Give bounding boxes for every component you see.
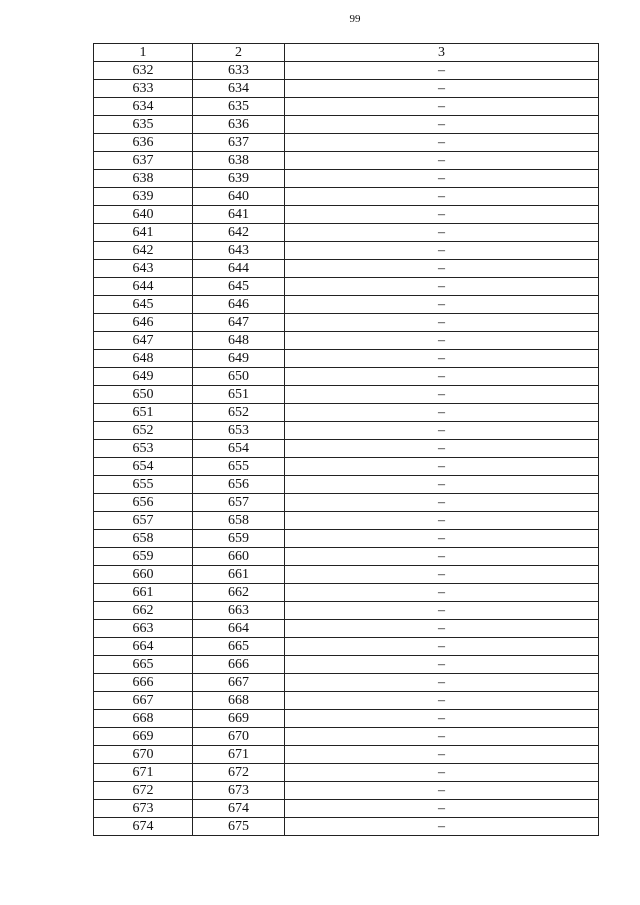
table-cell-col-2: 670 — [193, 728, 285, 746]
table-cell-col-1: 646 — [94, 314, 193, 332]
table-cell-col-3: – — [285, 800, 599, 818]
table-row — [94, 800, 599, 818]
table-cell-col-1: 634 — [94, 98, 193, 116]
table-cell-col-3: – — [285, 638, 599, 656]
table-cell-col-3: – — [285, 332, 599, 350]
table-row — [94, 512, 599, 530]
table-cell-col-1: 633 — [94, 80, 193, 98]
table-cell-col-1: 660 — [94, 566, 193, 584]
table-cell-col-2: 650 — [193, 368, 285, 386]
table-cell-col-3: – — [285, 746, 599, 764]
table-cell-col-2: 674 — [193, 800, 285, 818]
table-row — [94, 368, 599, 386]
table-cell-col-3: – — [285, 368, 599, 386]
table-cell-col-3: – — [285, 422, 599, 440]
table-cell-col-2: 659 — [193, 530, 285, 548]
table-cell-col-2: 645 — [193, 278, 285, 296]
table-cell-col-3: – — [285, 728, 599, 746]
table-cell-col-3: – — [285, 260, 599, 278]
table-cell-col-1: 668 — [94, 710, 193, 728]
table-cell-col-3: – — [285, 278, 599, 296]
table-cell-col-3: – — [285, 548, 599, 566]
table-cell-col-2: 665 — [193, 638, 285, 656]
table-cell-col-3: – — [285, 476, 599, 494]
table-cell-col-2: 673 — [193, 782, 285, 800]
table-row — [94, 296, 599, 314]
table-cell-col-3: – — [285, 692, 599, 710]
column-header-2: 2 — [193, 44, 285, 62]
table-cell-col-2: 667 — [193, 674, 285, 692]
table-row — [94, 476, 599, 494]
table-row — [94, 638, 599, 656]
table-header-row — [94, 44, 599, 62]
table-cell-col-1: 662 — [94, 602, 193, 620]
table-cell-col-2: 675 — [193, 818, 285, 836]
table-cell-col-3: – — [285, 458, 599, 476]
table-cell-col-2: 658 — [193, 512, 285, 530]
table-cell-col-2: 638 — [193, 152, 285, 170]
table-cell-col-1: 650 — [94, 386, 193, 404]
column-header-3: 3 — [285, 44, 599, 62]
table-row — [94, 422, 599, 440]
table-row — [94, 80, 599, 98]
table-cell-col-1: 672 — [94, 782, 193, 800]
table-cell-col-2: 654 — [193, 440, 285, 458]
table-cell-col-3: – — [285, 404, 599, 422]
table-row — [94, 746, 599, 764]
table-cell-col-3: – — [285, 494, 599, 512]
table-cell-col-3: – — [285, 152, 599, 170]
table-cell-col-1: 669 — [94, 728, 193, 746]
table-row — [94, 692, 599, 710]
table-cell-col-2: 636 — [193, 116, 285, 134]
table-row — [94, 62, 599, 80]
table-cell-col-2: 672 — [193, 764, 285, 782]
table-cell-col-1: 655 — [94, 476, 193, 494]
table-cell-col-2: 649 — [193, 350, 285, 368]
table-row — [94, 134, 599, 152]
table-row — [94, 98, 599, 116]
table-body — [94, 62, 599, 836]
table-row — [94, 458, 599, 476]
table-cell-col-2: 661 — [193, 566, 285, 584]
table-row — [94, 332, 599, 350]
table-cell-col-3: – — [285, 782, 599, 800]
table-cell-col-1: 651 — [94, 404, 193, 422]
table-row — [94, 170, 599, 188]
table-cell-col-1: 653 — [94, 440, 193, 458]
table-cell-col-1: 636 — [94, 134, 193, 152]
table-cell-col-2: 656 — [193, 476, 285, 494]
table-cell-col-3: – — [285, 602, 599, 620]
table-cell-col-2: 643 — [193, 242, 285, 260]
table-cell-col-3: – — [285, 224, 599, 242]
table-row — [94, 764, 599, 782]
table-cell-col-2: 635 — [193, 98, 285, 116]
table-cell-col-1: 657 — [94, 512, 193, 530]
table-cell-col-2: 655 — [193, 458, 285, 476]
table-cell-col-2: 634 — [193, 80, 285, 98]
table-cell-col-3: – — [285, 350, 599, 368]
table-row — [94, 674, 599, 692]
table-cell-col-3: – — [285, 440, 599, 458]
table-cell-col-2: 639 — [193, 170, 285, 188]
table-cell-col-2: 647 — [193, 314, 285, 332]
table-cell-col-2: 648 — [193, 332, 285, 350]
table-row — [94, 278, 599, 296]
table-cell-col-2: 666 — [193, 656, 285, 674]
table-cell-col-3: – — [285, 80, 599, 98]
table-cell-col-1: 643 — [94, 260, 193, 278]
table-cell-col-1: 670 — [94, 746, 193, 764]
table-row — [94, 584, 599, 602]
table-cell-col-3: – — [285, 386, 599, 404]
table-cell-col-1: 638 — [94, 170, 193, 188]
table-cell-col-1: 642 — [94, 242, 193, 260]
table-cell-col-1: 644 — [94, 278, 193, 296]
table-row — [94, 206, 599, 224]
table-cell-col-3: – — [285, 620, 599, 638]
table-cell-col-2: 633 — [193, 62, 285, 80]
table-cell-col-2: 653 — [193, 422, 285, 440]
table-cell-col-2: 646 — [193, 296, 285, 314]
table-row — [94, 620, 599, 638]
table-cell-col-2: 662 — [193, 584, 285, 602]
table-cell-col-1: 666 — [94, 674, 193, 692]
table-cell-col-3: – — [285, 242, 599, 260]
table-cell-col-3: – — [285, 98, 599, 116]
table-cell-col-3: – — [285, 62, 599, 80]
table-cell-col-2: 637 — [193, 134, 285, 152]
table-cell-col-2: 640 — [193, 188, 285, 206]
table-row — [94, 656, 599, 674]
table-row — [94, 116, 599, 134]
table-row — [94, 548, 599, 566]
table-cell-col-1: 667 — [94, 692, 193, 710]
table-row — [94, 602, 599, 620]
table-row — [94, 314, 599, 332]
table-cell-col-1: 648 — [94, 350, 193, 368]
table-cell-col-1: 647 — [94, 332, 193, 350]
table-cell-col-1: 645 — [94, 296, 193, 314]
table-row — [94, 404, 599, 422]
table-cell-col-2: 671 — [193, 746, 285, 764]
data-table — [93, 43, 599, 836]
table-row — [94, 728, 599, 746]
table-cell-col-3: – — [285, 206, 599, 224]
table-cell-col-3: – — [285, 530, 599, 548]
table-cell-col-3: – — [285, 116, 599, 134]
table-row — [94, 242, 599, 260]
table-row — [94, 818, 599, 836]
table-header — [94, 44, 599, 62]
table-row — [94, 440, 599, 458]
table-cell-col-2: 663 — [193, 602, 285, 620]
table-row — [94, 710, 599, 728]
table-cell-col-1: 673 — [94, 800, 193, 818]
table-cell-col-3: – — [285, 134, 599, 152]
table-row — [94, 494, 599, 512]
table-cell-col-1: 641 — [94, 224, 193, 242]
table-cell-col-1: 640 — [94, 206, 193, 224]
table-row — [94, 188, 599, 206]
table-row — [94, 530, 599, 548]
table-cell-col-3: – — [285, 188, 599, 206]
table-cell-col-2: 668 — [193, 692, 285, 710]
table-cell-col-2: 642 — [193, 224, 285, 242]
table-cell-col-2: 644 — [193, 260, 285, 278]
table-cell-col-1: 654 — [94, 458, 193, 476]
table-cell-col-1: 674 — [94, 818, 193, 836]
table-cell-col-3: – — [285, 170, 599, 188]
table-cell-col-1: 635 — [94, 116, 193, 134]
table-cell-col-3: – — [285, 512, 599, 530]
table-cell-col-2: 652 — [193, 404, 285, 422]
table-cell-col-1: 637 — [94, 152, 193, 170]
table-cell-col-2: 669 — [193, 710, 285, 728]
table-cell-col-3: – — [285, 710, 599, 728]
table-cell-col-2: 651 — [193, 386, 285, 404]
table-cell-col-2: 657 — [193, 494, 285, 512]
table-row — [94, 782, 599, 800]
table-cell-col-2: 641 — [193, 206, 285, 224]
table-cell-col-3: – — [285, 296, 599, 314]
page-number: 99 — [349, 13, 361, 25]
table-cell-col-3: – — [285, 584, 599, 602]
table-cell-col-1: 664 — [94, 638, 193, 656]
table-cell-col-2: 660 — [193, 548, 285, 566]
table-cell-col-1: 658 — [94, 530, 193, 548]
table-cell-col-1: 656 — [94, 494, 193, 512]
table-cell-col-1: 639 — [94, 188, 193, 206]
table-cell-col-2: 664 — [193, 620, 285, 638]
table-cell-col-3: – — [285, 674, 599, 692]
table-cell-col-1: 649 — [94, 368, 193, 386]
table-row — [94, 260, 599, 278]
table-cell-col-1: 671 — [94, 764, 193, 782]
table-row — [94, 386, 599, 404]
table-cell-col-3: – — [285, 764, 599, 782]
table-cell-col-1: 663 — [94, 620, 193, 638]
column-header-1: 1 — [94, 44, 193, 62]
table-cell-col-3: – — [285, 656, 599, 674]
table-cell-col-3: – — [285, 566, 599, 584]
table-row — [94, 566, 599, 584]
table-cell-col-1: 661 — [94, 584, 193, 602]
table-cell-col-1: 659 — [94, 548, 193, 566]
table-cell-col-1: 665 — [94, 656, 193, 674]
table-row — [94, 350, 599, 368]
table-cell-col-3: – — [285, 818, 599, 836]
table-cell-col-3: – — [285, 314, 599, 332]
table-cell-col-1: 652 — [94, 422, 193, 440]
table-cell-col-1: 632 — [94, 62, 193, 80]
table-row — [94, 224, 599, 242]
table-row — [94, 152, 599, 170]
